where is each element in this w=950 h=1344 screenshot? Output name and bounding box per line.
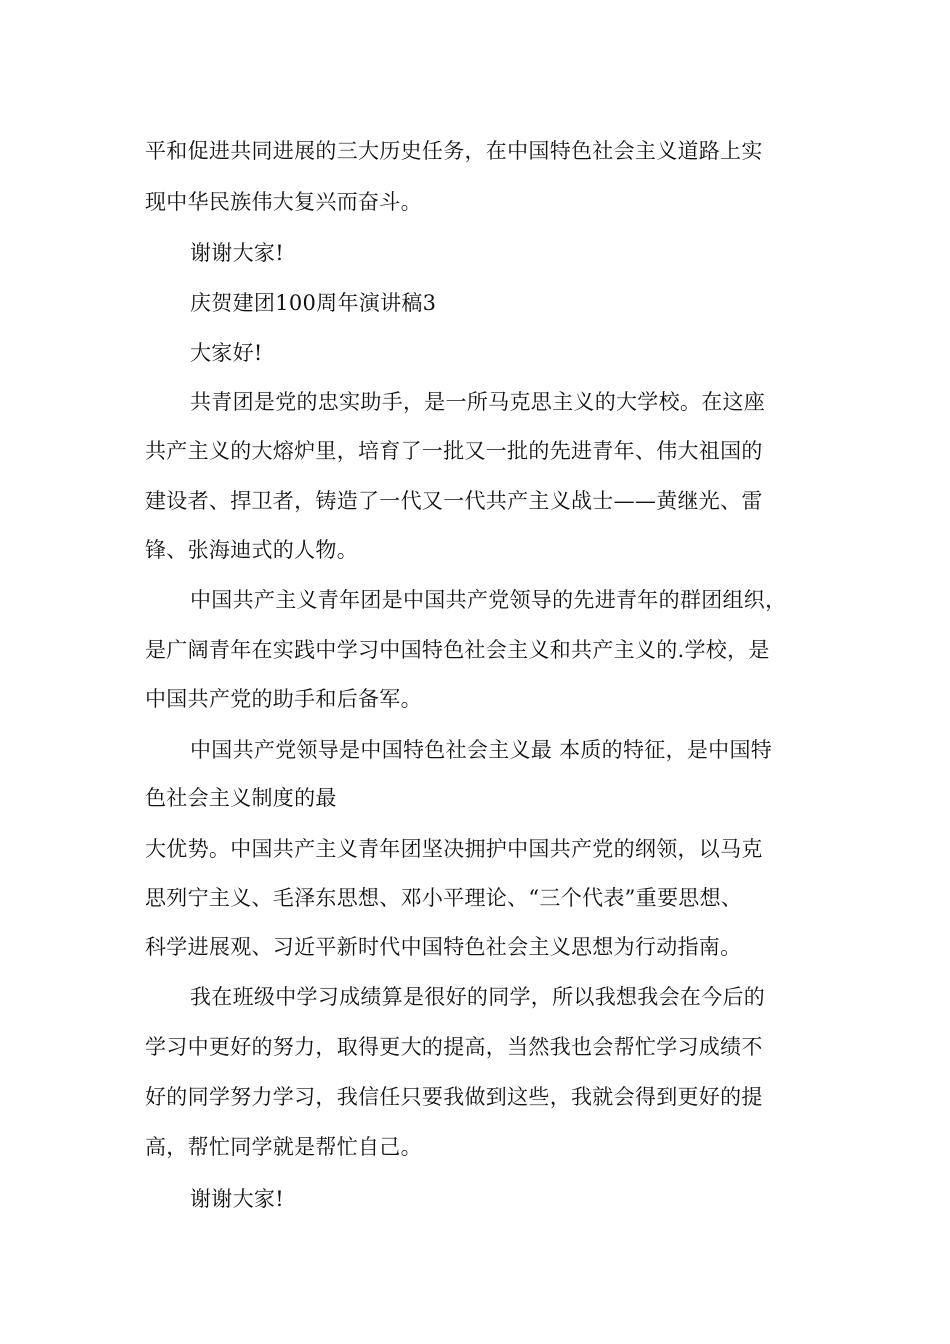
text-line: 是广阔青年在实践中学习中国特色社会主义和共产主义的.学校，是 [145, 638, 770, 662]
text-line: 大优势。中国共产主义青年团坚决拥护中国共产党的纲领，以马克 [145, 837, 763, 861]
text-line: 好的同学努力学习，我信任只要我做到这些，我就会得到更好的提 [145, 1085, 763, 1109]
text-line: 中国共产党领导是中国特色社会主义最 本质的特征，是中国特 [190, 738, 773, 762]
text-line: 大家好! [190, 341, 263, 365]
text-line: 共产主义的大熔炉里，培育了一批又一批的先进青年、伟大祖国的 [145, 439, 763, 463]
text-line: 建设者、捍卫者，铸造了一代又一代共产主义战士——黄继光、雷 [145, 489, 763, 513]
text-line: 学习中更好的努力，取得更大的提高，当然我也会帮忙学习成绩不 [145, 1035, 763, 1059]
text-line: 共青团是党的忠实助手，是一所马克思主义的大学校。在这座 [190, 390, 766, 414]
text-line: 我在班级中学习成绩算是很好的同学，所以我想我会在今后的 [190, 985, 766, 1009]
text-line: 中国共产党的助手和后备军。 [145, 687, 422, 711]
text-line: 高，帮忙同学就是帮忙自己。 [145, 1135, 422, 1159]
text-line: 锋、张海迪式的人物。 [145, 538, 358, 562]
text-line: 谢谢大家! [190, 241, 284, 265]
text-line: 中国共产主义青年团是中国共产党领导的先进青年的群团组织， [190, 588, 787, 612]
text-line: 色社会主义制度的最 [145, 786, 337, 810]
section-heading: 庆贺建团100周年演讲稿3 [190, 291, 437, 315]
text-line: 思列宁主义、毛泽东思想、邓小平理论、“三个代表”重要思想、 [145, 886, 743, 910]
text-line: 现中华民族伟大复兴而奋斗。 [145, 190, 422, 214]
text-line: 谢谢大家! [190, 1187, 284, 1211]
text-line: 平和促进共同进展的三大历史任务，在中国特色社会主义道路上实 [145, 139, 763, 163]
text-line: 科学进展观、习近平新时代中国特色社会主义思想为行动指南。 [145, 935, 742, 959]
